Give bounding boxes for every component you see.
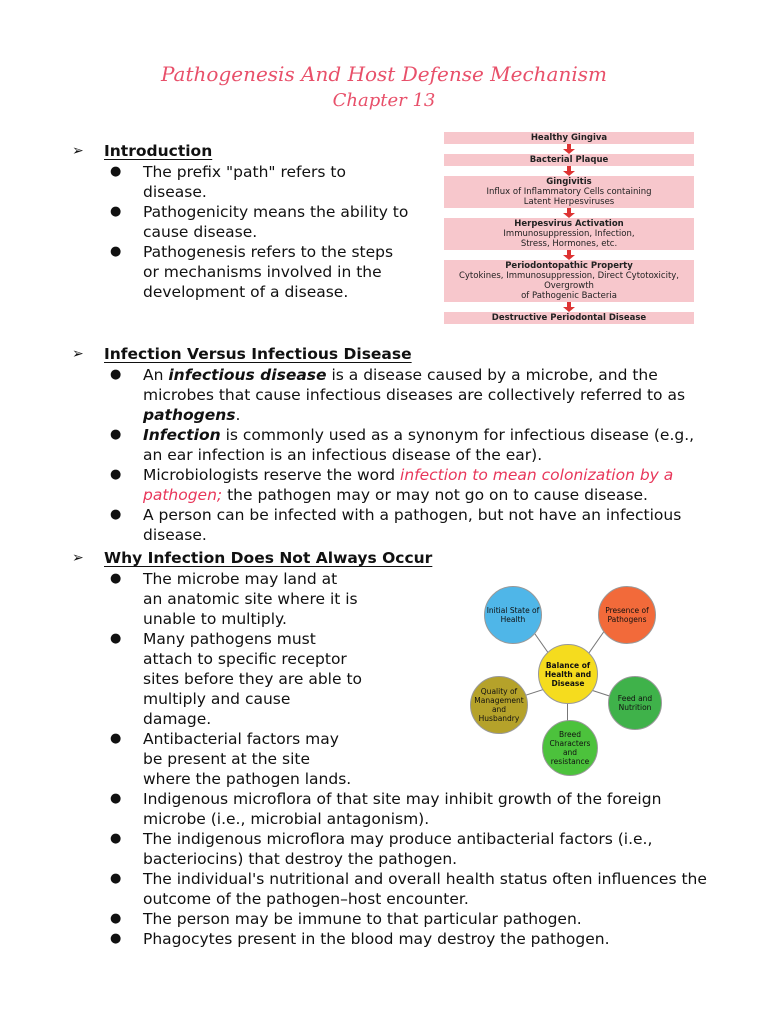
arrow-bullet-icon: ➢: [72, 143, 84, 159]
list-item: ● The prefix "path" refers to disease.: [72, 162, 412, 202]
arrow-bullet-icon: ➢: [72, 550, 84, 566]
infection-section: [72, 343, 712, 545]
list-item: ● The individual's nutritional and overall health status often influences the outcome of the pathogen–host encounter.: [72, 869, 712, 909]
flow-box: Healthy Gingiva: [444, 132, 694, 144]
list-item: ● Antibacterial factors may be present at the site where the pathogen lands.: [72, 729, 353, 789]
list-item: ● Many pathogens must attach to specific receptor sites before they are able to multiply and cause damage.: [72, 629, 363, 729]
list-item: ● Pathogenicity means the ability to cause disease.: [72, 202, 412, 242]
down-arrow-icon: [444, 144, 694, 154]
arrow-bullet-icon: ➢: [72, 346, 84, 362]
flow-box: Gingivitis Influx of Inflammatory Cells containing Latent Herpesviruses: [444, 176, 694, 208]
diagram-node: Presence of Pathogens: [598, 586, 656, 644]
flow-box: Herpesvirus Activation Immunosuppression, Infection, Stress, Hormones, etc.: [444, 218, 694, 250]
why-heading: ➢ Why Infection Does Not Always Occur: [72, 549, 433, 567]
chapter-subtitle: Chapter 13: [332, 90, 436, 111]
intro-heading: ➢ Introduction: [72, 142, 213, 160]
infection-heading: ➢ Infection Versus Infectious Disease: [72, 345, 412, 363]
list-item: ● Indigenous microflora of that site may inhibit growth of the foreign microbe (i.e., microbial antagonism).: [72, 789, 712, 829]
list-item: ● The indigenous microflora may produce antibacterial factors (i.e., bacteriocins) that destroy the pathogen.: [72, 829, 712, 869]
list-item: ● Infection is commonly used as a synonym for infectious disease (e.g., an ear infection is an infectious disease of the ear).: [72, 425, 712, 465]
flow-box: Periodontopathic Property Cytokines, Immunosuppression, Direct Cytotoxicity, Overgrowth of Pathogenic Bacteria: [444, 260, 694, 302]
health-balance-diagram: [468, 582, 668, 782]
diagram-node: Initial State of Health: [484, 586, 542, 644]
list-item: ● Pathogenesis refers to the steps or mechanisms involved in the development of a disease.: [72, 242, 412, 302]
list-item: ● A person can be infected with a pathogen, but not have an infectious disease.: [72, 505, 712, 545]
list-item: ● The person may be immune to that particular pathogen.: [72, 909, 712, 929]
diagram-node: Quality of Management and Husbandry: [470, 676, 528, 734]
list-item: ● Microbiologists reserve the word infection to mean colonization by a pathogen; the pathogen may or may not go on to cause disease.: [72, 465, 712, 505]
diagram-node: Breed Characters and resistance: [542, 720, 598, 776]
down-arrow-icon: [444, 208, 694, 218]
diagram-node-center: Balance of Health and Disease: [538, 644, 598, 704]
periodontal-flowchart: [444, 132, 694, 324]
list-item: ● An infectious disease is a disease caused by a microbe, and the microbes that cause infectious diseases are collectively referred to as pathogens.: [72, 365, 712, 425]
page-title: Pathogenesis And Host Defense Mechanism: [161, 62, 607, 86]
flow-box: Bacterial Plaque: [444, 154, 694, 166]
infection-list: [72, 365, 712, 545]
down-arrow-icon: [444, 302, 694, 312]
down-arrow-icon: [444, 250, 694, 260]
diagram-node: Feed and Nutrition: [608, 676, 662, 730]
list-item: ● The microbe may land at an anatomic site where it is unable to multiply.: [72, 569, 358, 629]
intro-list: [72, 162, 412, 302]
down-arrow-icon: [444, 166, 694, 176]
intro-section: [72, 140, 412, 302]
flow-box: Destructive Periodontal Disease: [444, 312, 694, 324]
list-item: ● Phagocytes present in the blood may destroy the pathogen.: [72, 929, 712, 949]
